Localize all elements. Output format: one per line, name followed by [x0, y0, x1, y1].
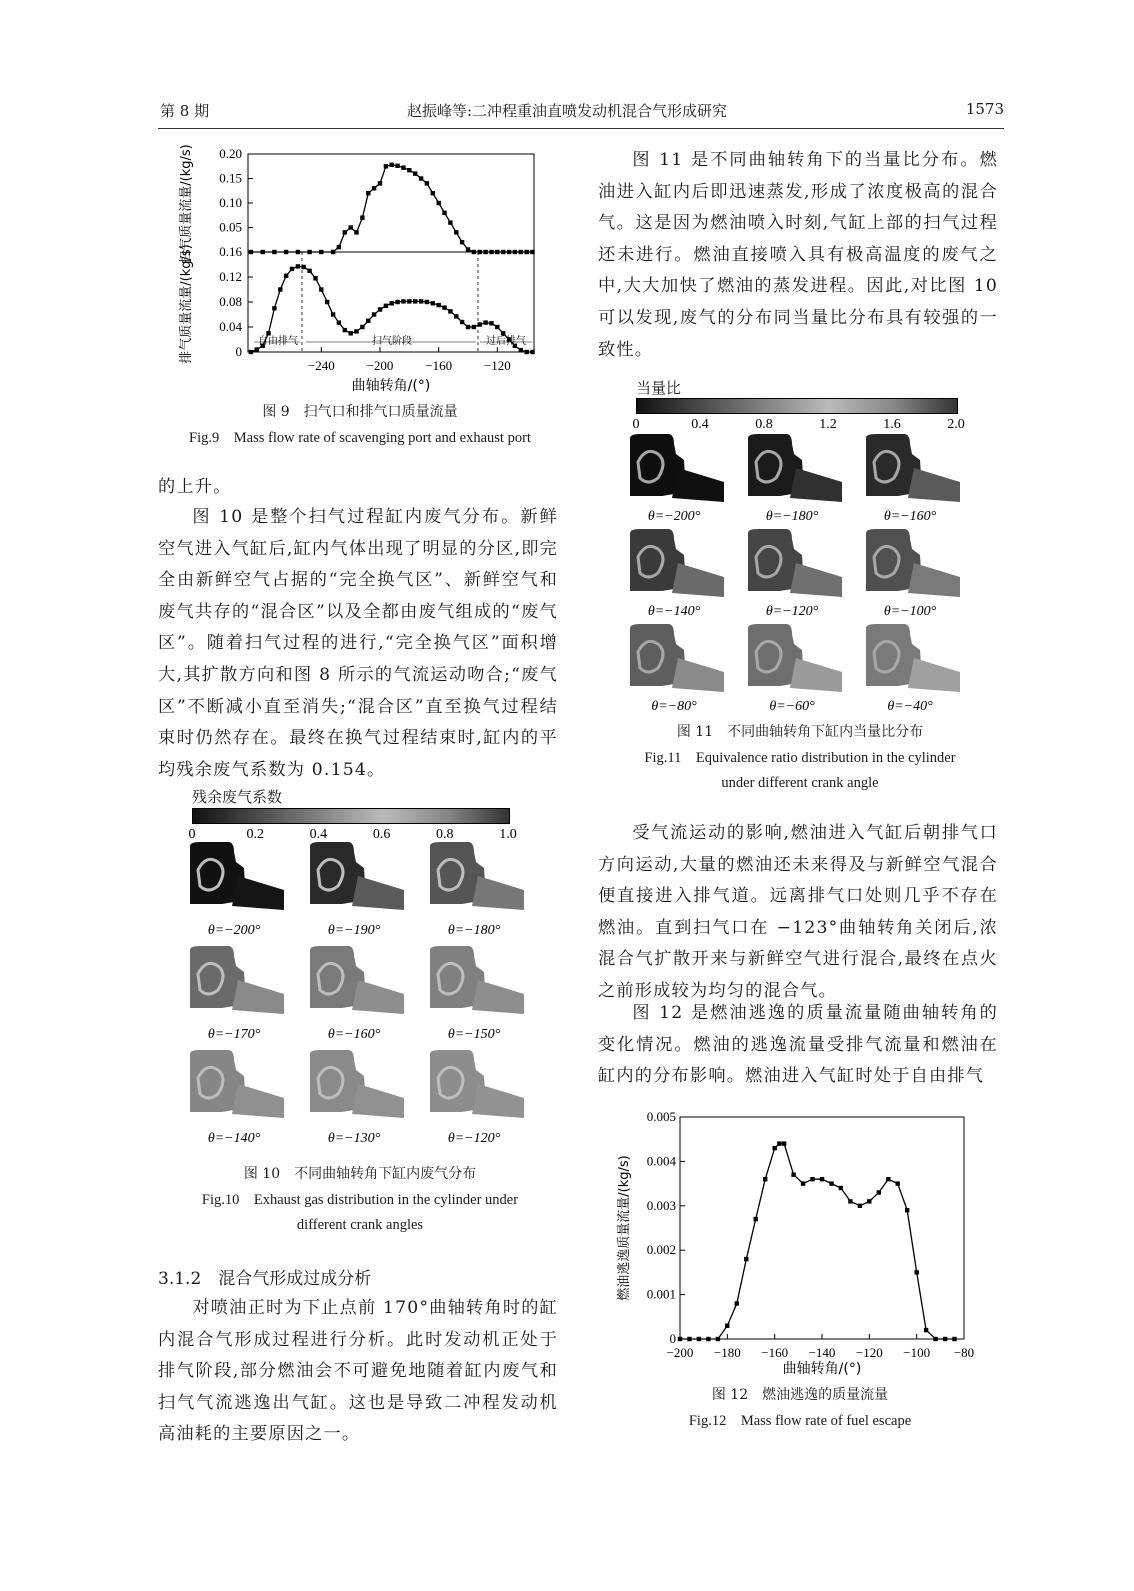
fig11-label-4: θ=−120° [765, 604, 819, 619]
fig9-bottom-point-41 [489, 321, 493, 325]
fig10-label-4: θ=−160° [327, 1027, 381, 1042]
fig9-top-point-29 [460, 240, 464, 244]
fig11-panel-2 [866, 434, 960, 524]
fig9-top-point-37 [507, 250, 511, 254]
fig11-panel-3 [630, 529, 724, 619]
fig10-label-1: θ=−190° [327, 923, 381, 938]
fig11-label-5: θ=−100° [883, 604, 937, 619]
fig11-colorbar-ticks [624, 412, 974, 434]
fig12-xtick-label-4: −120 [855, 1345, 883, 1360]
fig10-colorbar-tick-3: 0.6 [372, 827, 391, 842]
header-title: 赵振峰等:二冲程重油直喷发动机混合气形成研究 [406, 102, 728, 120]
fig12-caption-en: Fig.12 Mass flow rate of fuel escape [688, 1413, 912, 1429]
fig9-bottom-point-24 [390, 301, 394, 305]
fig9-top-point-11 [354, 230, 358, 234]
fig9-bottom-point-1 [255, 347, 259, 351]
fig9-bottom-point-6 [284, 274, 288, 278]
fig9-bottom-point-25 [395, 300, 399, 304]
fig11-colorbar-tick-5: 2.0 [947, 417, 965, 432]
fig10-label-6: θ=−140° [207, 1131, 261, 1146]
fig9-top-point-28 [454, 230, 458, 234]
fig9-bottom-point-47 [525, 350, 529, 354]
fig12-point-30 [952, 1337, 956, 1341]
fig12-xtick-label-0: −200 [666, 1345, 694, 1360]
fig11-label-0: θ=−200° [647, 509, 701, 524]
fig9-bottom-point-30 [425, 300, 429, 304]
fig9-top-point-8 [337, 245, 341, 249]
fig9-bottom-point-12 [319, 287, 323, 291]
fig11-panel-1-duct [790, 468, 842, 502]
fig9-bottom-point-27 [407, 299, 411, 303]
fig9-bottom-point-26 [401, 299, 405, 303]
fig10-panel-2 [430, 842, 524, 938]
fig9-bottom-point-36 [460, 320, 464, 324]
fig9-bottom-point-14 [331, 312, 335, 316]
fig12-xtick-label-1: −180 [713, 1345, 741, 1360]
fig10-panel-5 [430, 946, 524, 1042]
fig9-bottom-point-31 [431, 301, 435, 305]
fig9-top-point-25 [437, 201, 441, 205]
fig9-top-point-19 [401, 166, 405, 170]
fig9-bottom-point-17 [349, 331, 353, 335]
fig11-panel-6-duct [672, 658, 724, 692]
fig9-bottom-point-34 [448, 309, 452, 313]
fig12-point-15 [810, 1177, 814, 1181]
header-rule [158, 128, 1004, 129]
fig12-point-11 [777, 1141, 781, 1145]
fig12-ytick-label-2: 0.002 [646, 1242, 676, 1258]
fig9-bottom-point-29 [419, 299, 423, 303]
fig11-panel-4-duct [790, 563, 842, 597]
fig9-top-point-36 [501, 250, 505, 254]
fig9-bottom-point-46 [519, 348, 523, 352]
fig9-top-point-13 [366, 191, 370, 195]
fig12-point-10 [773, 1146, 777, 1150]
fig11-colorbar-tick-1: 0.4 [691, 417, 709, 432]
fig10-caption-en-2: different crank angles [296, 1217, 424, 1233]
fig12-point-13 [791, 1173, 795, 1177]
fig9-bottom-point-32 [437, 303, 441, 307]
fig12-point-22 [877, 1190, 881, 1194]
fig9-bottom-point-48 [530, 350, 534, 354]
fig9-top-point-38 [513, 250, 517, 254]
fig12-xtick-label-6: −80 [953, 1345, 975, 1360]
fig9-bottom-point-42 [495, 325, 499, 329]
fig10-panel-1 [310, 842, 404, 938]
fig9-chart [150, 140, 560, 400]
fig9-top-point-2 [272, 250, 276, 254]
fig12-ytick-label-3: 0.003 [646, 1197, 676, 1213]
fig9-bottom-point-35 [454, 314, 458, 318]
fig9-top-point-41 [530, 250, 534, 254]
fig10-panel-7-duct [352, 1084, 404, 1118]
fig12-point-17 [829, 1181, 833, 1185]
fig9-top-point-5 [307, 250, 311, 254]
fig9-bottom-point-40 [483, 320, 487, 324]
fig9-bottom-ytick-label-0: 0.16 [219, 244, 242, 259]
fig12-ytick-label-1: 0.001 [646, 1286, 676, 1302]
fig11-label-2: θ=−160° [883, 509, 937, 524]
fig9-bottom-point-20 [366, 319, 370, 323]
fig10-panel-1-duct [352, 876, 404, 910]
fig12-point-29 [943, 1337, 947, 1341]
fig12-xtick-label-3: −140 [808, 1345, 836, 1360]
fig9-top-point-6 [319, 250, 323, 254]
fig11-panel-5 [866, 529, 960, 619]
fig9-ylabel-bottom: 排气质量流量/(kg/s) [179, 244, 194, 364]
fig12-point-8 [754, 1217, 758, 1221]
fig12-point-2 [697, 1337, 701, 1341]
fig9-bottom-point-38 [472, 325, 476, 329]
fig9-bottom-point-4 [272, 306, 276, 310]
fig9-caption-cn: 图 9 扫气口和排气口质量流量 [262, 404, 458, 420]
fig9-top-point-4 [296, 250, 300, 254]
fig9-caption-en: Fig.9 Mass flow rate of scavenging port and exhaust port [189, 430, 531, 446]
fig9-top-point-22 [419, 176, 423, 180]
fig9-annot-scavenging: 扫气阶段 [372, 336, 412, 347]
fig9-bottom-point-16 [343, 328, 347, 332]
fig10-label-5: θ=−150° [447, 1027, 501, 1042]
fig10-panel-4-duct [352, 980, 404, 1014]
fig9-top-point-39 [519, 250, 523, 254]
fig10-panel-8-duct [472, 1084, 524, 1118]
fig12-point-3 [706, 1337, 710, 1341]
fig9-annot-free-exhaust: 自由排气 [258, 336, 298, 347]
fig12-chart [600, 1105, 1000, 1395]
fig9-bottom-ytick-label-2: 0.08 [219, 294, 242, 309]
fig10-panels [180, 840, 540, 1160]
fig9-top-point-16 [384, 164, 388, 168]
fig11-panel-6 [630, 624, 724, 714]
fig11-panel-3-duct [672, 563, 724, 597]
fig11-label-6: θ=−80° [651, 699, 697, 714]
fig11-caption-en-1: Fig.11 Equivalence ratio distribution in the cylinder [644, 750, 956, 766]
fig9-bottom-point-13 [325, 300, 329, 304]
fig9-bottom-point-11 [313, 276, 317, 280]
fig9-top-ytick-label-0: 0.20 [219, 146, 242, 161]
fig10-panel-6 [190, 1050, 284, 1146]
fig10-panel-0 [190, 842, 284, 938]
fig11-colorbar-tick-0: 0 [632, 417, 640, 432]
fig11-panel-8-duct [908, 658, 960, 692]
fig9-bottom-point-15 [337, 320, 341, 324]
fig11-panel-0 [630, 434, 724, 524]
fig10-colorbar-tick-5: 1.0 [499, 827, 517, 842]
fig11-panel-5-duct [908, 563, 960, 597]
fig11-caption-cn: 图 11 不同曲轴转角下缸内当量比分布 [676, 724, 924, 740]
paragraph-right-1: 图 11 是不同曲轴转角下的当量比分布。燃油进入缸内后即迅速蒸发,形成了浓度极高的混合气。这是因为燃油喷入时刻,气缸上部的扫气过程还未进行。燃油直接喷入具有极高温度的废气之中,大大加快了燃油的蒸发进程。因此,对比图 10 可以发现,废气的分布同当量比分布具有较强的一致性。 [598, 150, 998, 360]
fig12-point-9 [763, 1177, 767, 1181]
fig9-ylabel-top: 扫气质量流量/(kg/s) [179, 144, 194, 264]
fig12-ytick-label-0: 0 [669, 1331, 676, 1346]
fig9-top-ytick-label-2: 0.10 [219, 195, 242, 210]
fig9-xtick-label-0: −240 [307, 358, 335, 373]
fig12-point-6 [735, 1301, 739, 1305]
fig9-top-point-35 [495, 250, 499, 254]
fig10-panel-2-duct [472, 876, 524, 910]
paragraph-left-2: 图 10 是整个扫气过程缸内废气分布。新鲜空气进入气缸后,缸内气体出现了明显的分区,即完全由新鲜空气占据的“完全换气区”、新鲜空气和废气共存的“混合区”以及全都由废气组成的“废气区”。随着扫气过程的进行,“完全换气区”面积增大,其扩散方向和图 8 所示的气流运动吻合;“废气区”不断减小直至消失;“混合区”直至换气过程结束时仍然存在。最终在换气过程结束时,缸内的平均残余废气系数为 0.154。 [158, 507, 558, 780]
fig9-top-point-31 [472, 250, 476, 254]
fig10-label-7: θ=−130° [327, 1131, 381, 1146]
fig12-ytick-label-4: 0.004 [646, 1153, 676, 1169]
fig9-xtick-label-1: −200 [366, 358, 394, 373]
fig9-top-series-line [251, 165, 533, 252]
fig9-annot-post-exhaust: 过后排气 [486, 336, 526, 347]
fig9-top-point-33 [483, 250, 487, 254]
fig10-colorbar-tick-0: 0 [188, 827, 196, 842]
fig9-xlabel: 曲轴转角/(°) [351, 378, 431, 394]
header-page-number: 1573 [965, 100, 1004, 118]
fig10-colorbar-tick-4: 0.8 [436, 827, 454, 842]
fig9-top-point-10 [349, 225, 353, 229]
fig9-top-point-27 [448, 220, 452, 224]
fig12-ytick-label-5: 0.005 [646, 1109, 676, 1124]
fig11-label-7: θ=−60° [769, 699, 815, 714]
fig9-top-point-21 [413, 171, 417, 175]
fig11-colorbar-tick-4: 1.6 [883, 417, 901, 432]
fig12-point-20 [858, 1204, 862, 1208]
fig12-point-4 [716, 1337, 720, 1341]
fig10-label-0: θ=−200° [207, 923, 261, 938]
fig9-top-point-17 [390, 163, 394, 167]
fig9-top-point-20 [407, 168, 411, 172]
fig12-point-14 [801, 1181, 805, 1185]
fig9-top-point-26 [442, 211, 446, 215]
fig9-top-point-12 [360, 216, 364, 220]
fig9-bottom-point-21 [372, 312, 376, 316]
fig9-bottom-point-8 [296, 264, 300, 268]
fig11-colorbar-tick-3: 1.2 [819, 417, 837, 432]
fig10-colorbar-tick-1: 0.2 [246, 827, 264, 842]
fig12-point-16 [820, 1177, 824, 1181]
fig10-panel-5-duct [472, 980, 524, 1014]
fig9-top-point-9 [343, 230, 347, 234]
paragraph-left-1: 的上升。 [158, 477, 232, 497]
fig9-bottom-point-19 [360, 325, 364, 329]
fig10-panel-0-duct [232, 876, 284, 910]
fig11-colorbar-tick-2: 0.8 [755, 417, 773, 432]
fig9-top-point-30 [466, 247, 470, 251]
fig9-top-frame [248, 154, 534, 252]
fig9-bottom-ytick-label-1: 0.12 [219, 269, 242, 284]
fig10-panel-6-duct [232, 1084, 284, 1118]
fig9-top-point-18 [395, 164, 399, 168]
fig9-top-point-23 [425, 181, 429, 185]
fig11-panel-1 [748, 434, 842, 524]
fig11-panel-4 [748, 529, 842, 619]
fig9-top-point-1 [261, 250, 265, 254]
fig9-top-point-34 [489, 250, 493, 254]
fig9-bottom-ytick-label-3: 0.04 [219, 319, 242, 334]
fig12-point-26 [915, 1270, 919, 1274]
fig11-panels [620, 432, 980, 722]
fig11-panel-0-duct [672, 468, 724, 502]
fig12-caption-cn: 图 12 燃油逃逸的质量流量 [711, 1387, 889, 1403]
fig9-top-point-24 [431, 191, 435, 195]
fig9-bottom-point-23 [384, 304, 388, 308]
fig11-colorbar-title: 当量比 [636, 379, 682, 397]
fig11-panel-7-duct [790, 658, 842, 692]
fig9-top-point-3 [284, 250, 288, 254]
fig11-panel-7 [748, 624, 842, 714]
fig12-point-24 [896, 1181, 900, 1185]
fig9-bottom-point-3 [266, 331, 270, 335]
fig12-frame [680, 1117, 964, 1339]
fig9-top-point-15 [378, 181, 382, 185]
fig12-point-23 [886, 1177, 890, 1181]
fig10-panel-3 [190, 946, 284, 1042]
fig9-xtick-label-2: −160 [425, 358, 453, 373]
fig9-bottom-point-33 [442, 305, 446, 309]
fig10-caption-cn: 图 10 不同曲轴转角下缸内废气分布 [243, 1166, 477, 1182]
paragraph-right-3: 图 12 是燃油逃逸的质量流量随曲轴转角的变化情况。燃油的逃逸流量受排气流量和燃油在缸内的分布影响。燃油进入气缸时处于自由排气 [598, 1003, 998, 1087]
fig9-bottom-point-22 [378, 307, 382, 311]
fig12-point-28 [933, 1337, 937, 1341]
fig12-point-21 [867, 1199, 871, 1203]
fig10-label-8: θ=−120° [447, 1131, 501, 1146]
fig11-label-3: θ=−140° [647, 604, 701, 619]
fig9-top-point-14 [372, 186, 376, 190]
fig9-top-point-40 [525, 250, 529, 254]
fig9-top-ytick-label-3: 0.05 [219, 219, 242, 235]
fig9-top-ytick-label-1: 0.15 [219, 170, 242, 186]
fig9-bottom-point-7 [290, 267, 294, 271]
fig9-xtick-label-3: −120 [483, 358, 511, 373]
fig11-panel-2-duct [908, 468, 960, 502]
fig12-point-7 [744, 1257, 748, 1261]
fig9-bottom-point-5 [278, 287, 282, 291]
fig10-panel-3-duct [232, 980, 284, 1014]
fig10-label-3: θ=−170° [207, 1027, 261, 1042]
fig9-bottom-point-37 [466, 325, 470, 329]
section-heading: 3.1.2 混合气形成过成分析 [158, 1269, 372, 1289]
fig10-caption-en-1: Fig.10 Exhaust gas distribution in the cylinder under [201, 1192, 519, 1208]
fig11-label-1: θ=−180° [765, 509, 819, 524]
paragraph-right-2: 受气流运动的影响,燃油进入气缸后朝排气口方向运动,大量的燃油还未来得及与新鲜空气混合便直接进入排气道。远离排气口处则几乎不存在燃油。直到扫气口在 −123°曲轴转角关闭后,浓混合气扩散开来与新鲜空气进行混合,最终在点火之前形成较为均匀的混合气。 [598, 823, 998, 1001]
fig9-top-point-7 [331, 250, 335, 254]
fig10-colorbar-tick-2: 0.4 [309, 827, 328, 842]
fig12-series-line [680, 1144, 955, 1339]
fig12-point-18 [839, 1186, 843, 1190]
fig9-bottom-point-18 [354, 329, 358, 333]
fig9-bottom-ytick-label-4: 0 [235, 344, 242, 359]
header-issue: 第 8 期 [160, 102, 210, 120]
fig9-bottom-point-10 [307, 269, 311, 273]
fig11-label-8: θ=−40° [887, 699, 933, 714]
fig11-panel-8 [866, 624, 960, 714]
paragraph-left-3: 对喷油正时为下止点前 170°曲轴转角时的缸内混合气形成过程进行分析。此时发动机正处于排气阶段,部分燃油会不可避免地随着缸内废气和扫气气流逃逸出气缸。这也是导致二冲程发动机高油耗的主要原因之一。 [158, 1298, 558, 1445]
fig12-point-12 [782, 1141, 786, 1145]
fig9-bottom-point-43 [501, 331, 505, 335]
fig11-caption-en-2: under different crank angle [721, 775, 879, 791]
fig9-bottom-point-28 [413, 299, 417, 303]
fig12-xtick-label-5: −100 [903, 1345, 931, 1360]
fig12-point-19 [848, 1199, 852, 1203]
fig12-point-1 [687, 1337, 691, 1341]
fig10-panel-4 [310, 946, 404, 1042]
fig10-panel-7 [310, 1050, 404, 1146]
fig12-point-5 [725, 1324, 729, 1328]
fig10-panel-8 [430, 1050, 524, 1146]
fig10-colorbar-title: 残余废气系数 [192, 788, 283, 806]
fig12-point-25 [905, 1208, 909, 1212]
fig10-label-2: θ=−180° [447, 923, 501, 938]
fig12-xlabel: 曲轴转角/(°) [782, 1361, 862, 1377]
fig12-ylabel: 燃油逃逸质量流量/(kg/s) [617, 1155, 632, 1301]
fig12-point-27 [924, 1328, 928, 1332]
fig12-xtick-label-2: −160 [761, 1345, 789, 1360]
